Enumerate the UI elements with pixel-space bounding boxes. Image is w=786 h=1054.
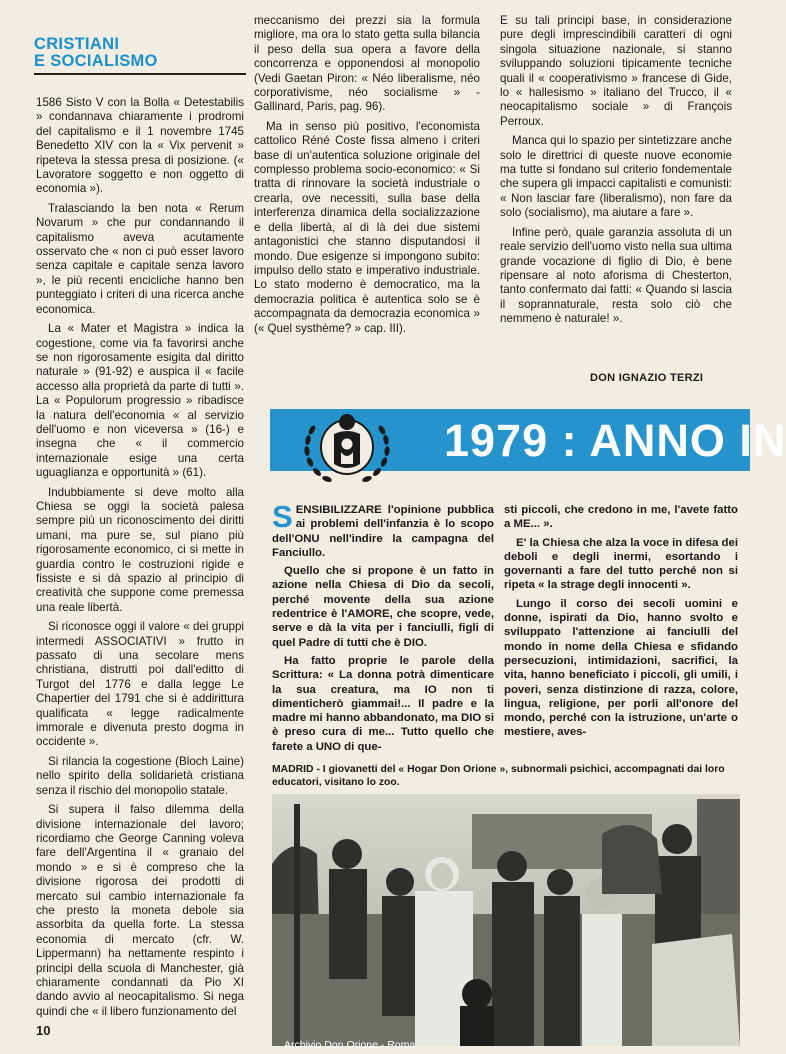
archive-watermark: Archivio Don Orione - Roma <box>284 1039 416 1051</box>
article-paragraph: 1586 Sisto V con la Bolla « Detestabilis » condannava chiaramente i prodromi del capitalismo e il 1 novembre 1745 Benedetto XIV con la « Vix pervenit » ripeteva la stessa presa di posizione. (« Lavoratore soggetto e non oggetto di economia »). <box>36 96 244 196</box>
article-paragraph: E su tali principi base, in considerazione pure degli imprescindibili caratteri di ogni singola situazione nazionale, si stanno sviluppando soluzioni tipicamente tecniche quali il « cooperativismo » francese di Gide, lo « hallesismo » italiano del Trucco, il « neocapitalismo sociale » di François Perroux. <box>500 14 732 128</box>
article-paragraph: Manca qui lo spazio per sintetizzare anche solo le direttrici di queste nuove economie ma tutte si fondano sul criterio fondementale che supera gli impacci capitalisti e comunisti: « Non lasciar fare (liberalismo), non fare da solo (socialismo), ma aiutare a fare ». <box>500 134 732 220</box>
iyc-emblem-icon <box>290 400 405 490</box>
article-column-3 <box>500 14 732 332</box>
feature-column-2 <box>504 503 738 744</box>
article-signature: DON IGNAZIO TERZI <box>590 372 704 384</box>
feature-column-1 <box>272 499 494 758</box>
article-paragraph: Indubbiamente si deve molto alla Chiesa se oggi la società palesa sempre più un riconoscimento dei diritti umani, ma pure se, sul piano più rigorosamente economico, ci si mette in guardia contro le costruzioni rigide e fissiste e si dà spazio al principio di creatività che suppone come premessa una reale libertà. <box>36 485 244 614</box>
headline-line-2: E SOCIALISMO <box>34 52 158 70</box>
feature-paragraph <box>272 499 494 560</box>
article-paragraph: Ma in senso più positivo, l'economista cattolico Réné Coste fissa almeno i criteri base di un'autentica soluzione originale del complesso problema socio-economico: « Si tratta di rinnovare la società industriale o crearla, ove necessiti, sulla base della interferenza dinamica della socializzazione e della libertà, al di là dei due sistemi antagonistici che stanno disputandosi il mondo. Due esigenze si impongono subito: impulso dello stato e imperativo industriale. Lo stato moderno è democratico, ma la democrazia politica è autentica solo se è accompagnata da democrazia economica » (« Quel systhème? » cap. III). <box>254 119 480 335</box>
zoo-photo <box>272 794 740 1046</box>
photo-caption: MADRID - I giovanetti del « Hogar Don Orione », subnormali psichici, accompagnati dai loro educatori, visitano lo zoo. <box>272 764 725 788</box>
feature-lead-text: ENSIBILIZZARE l'opinione pubblica ai problemi dell'infanzia è lo scopo dell'ONU nell'indire la campagna del Fanciullo. <box>272 504 494 559</box>
article-column-2 <box>254 14 480 341</box>
banner-title: 1979 : ANNO IN <box>444 415 786 466</box>
article-paragraph: Infine però, quale garanzia assoluta di un reale servizio dell'uomo visto nella sua ultima grande vocazione di figlio di Dio, è bene ripensare al noto aforisma di Chesterton, tanto confermato dai fatti: « Quando si lascia il soprannaturale, resta solo ciò che nemmeno è naturale! ». <box>500 225 732 326</box>
headline-line-1: CRISTIANI <box>34 35 120 53</box>
article-paragraph: Si riconosce oggi il valore « dei gruppi intermedi ASSOCIATIVI » frutto in passato di una secolare mens christiana, distrutti poi dall'editto di Turgot del 1776 e dalla legge Le Chapertier del 1791 che si è addirittura qualificata « legge radicalmente immorale e divenuta presto dogma in occidente ». <box>36 620 244 749</box>
article-paragraph: Si rilancia la cogestione (Bloch Laine) nello spirito della solidarietà cristiana senza il rischio del monopolio statale. <box>36 754 244 797</box>
article-headline <box>34 36 158 70</box>
article-paragraph: Tralasciando la ben nota « Rerum Novarum » che pur condannando il capitalismo aveva acutamente osservato che « non ci può esser lavoro senza capitale e capitale senza lavoro », le più recenti encicliche hanno ben punteggiato i criteri di una ricerca anche economica. <box>36 201 244 316</box>
drop-cap: S <box>272 499 293 534</box>
feature-paragraph: Ha fatto proprie le parole della Scrittura: « La donna potrà dimenticare la sua creatura, ma IO non ti dimenticherò giammai!... Il padre e la madre mi hanno abbandonato, ma DIO si è preso cura di me... Tutto quello che farete a UNO di que- <box>272 654 494 753</box>
article-column-1 <box>36 96 244 1024</box>
headline-rule <box>34 73 246 75</box>
feature-paragraph: E' la Chiesa che alza la voce in difesa dei deboli e degli inermi, esortando i governanti a fare del tutto perché non si ripeta « la strage degli innocenti ». <box>504 536 738 592</box>
page-number: 10 <box>36 1023 51 1038</box>
article-paragraph: Si supera il falso dilemma della divisione internazionale del lavoro; ricordiamo che George Canning voleva fare dell'Argentina il « granaio del mondo » e si è compreso che la divisione rigorosa dei prodotti di mercato sul cambio internazionale fa che presto la moneta debole sia assorbita da quella forte. La stessa economia di mercato (cfr. W. Lippermann) ha nettamente respinto i principi della scuola di Manchester, già chiaramente condannati da Pio XI dando avvio al neocapitalismo. Si nega quindi che « il libero funzionamento del <box>36 803 244 1018</box>
article-paragraph: La « Mater et Magistra » indica la cogestione, come via fa favorirsi anche se non rigorosamente esigita dal diritto naturale » (91-92) e auspica il « facile accesso alla proprietà da parte di tutti ». La « Populorum progressio » ribadisce la natura dell'economia « al servizio dell'uomo e non viceversa » (16-) e insegna che « il commercio internazionale esige una certa uguaglianza e opportunità » (61). <box>36 322 244 480</box>
zoo-photo-illustration <box>272 794 740 1046</box>
article-paragraph: meccanismo dei prezzi sia la formula migliore, ma ora lo stato getta sulla bilancia il peso della sua opera a favore della concorrenza e opponendosi al monopolio (Vedi Gaetan Piron: « Néo liberalisme, néo corporativisme, néo socialisme » - Gallinard, Paris, pag. 96). <box>254 14 480 114</box>
feature-paragraph: Quello che si propone è un fatto in azione nella Chiesa di Dio da secoli, perché movente della sua azione redentrice è l'AMORE, che scopre, vede, serve e dà la vita per i fanciulli, figli di quel Padre di tutti che è DIO. <box>272 565 494 649</box>
feature-paragraph: Lungo il corso dei secoli uomini e donne, ispirati da Dio, hanno svolto e sviluppato l'attenzione ai fanciulli del mondo in nome della Chiesa e sfidando persecuzioni, intimidazioni, sacrifici, la vita, hanno beneficiato i piccoli, gli umili, i poveri, senza distinzione di razza, colore, lingua, religione, per porli all'onore del mondo, perché con la istruzione, un'arte o mestiere, aves- <box>504 597 738 739</box>
feature-paragraph: sti piccoli, che credono in me, l'avete fatto a ME... ». <box>504 504 738 531</box>
